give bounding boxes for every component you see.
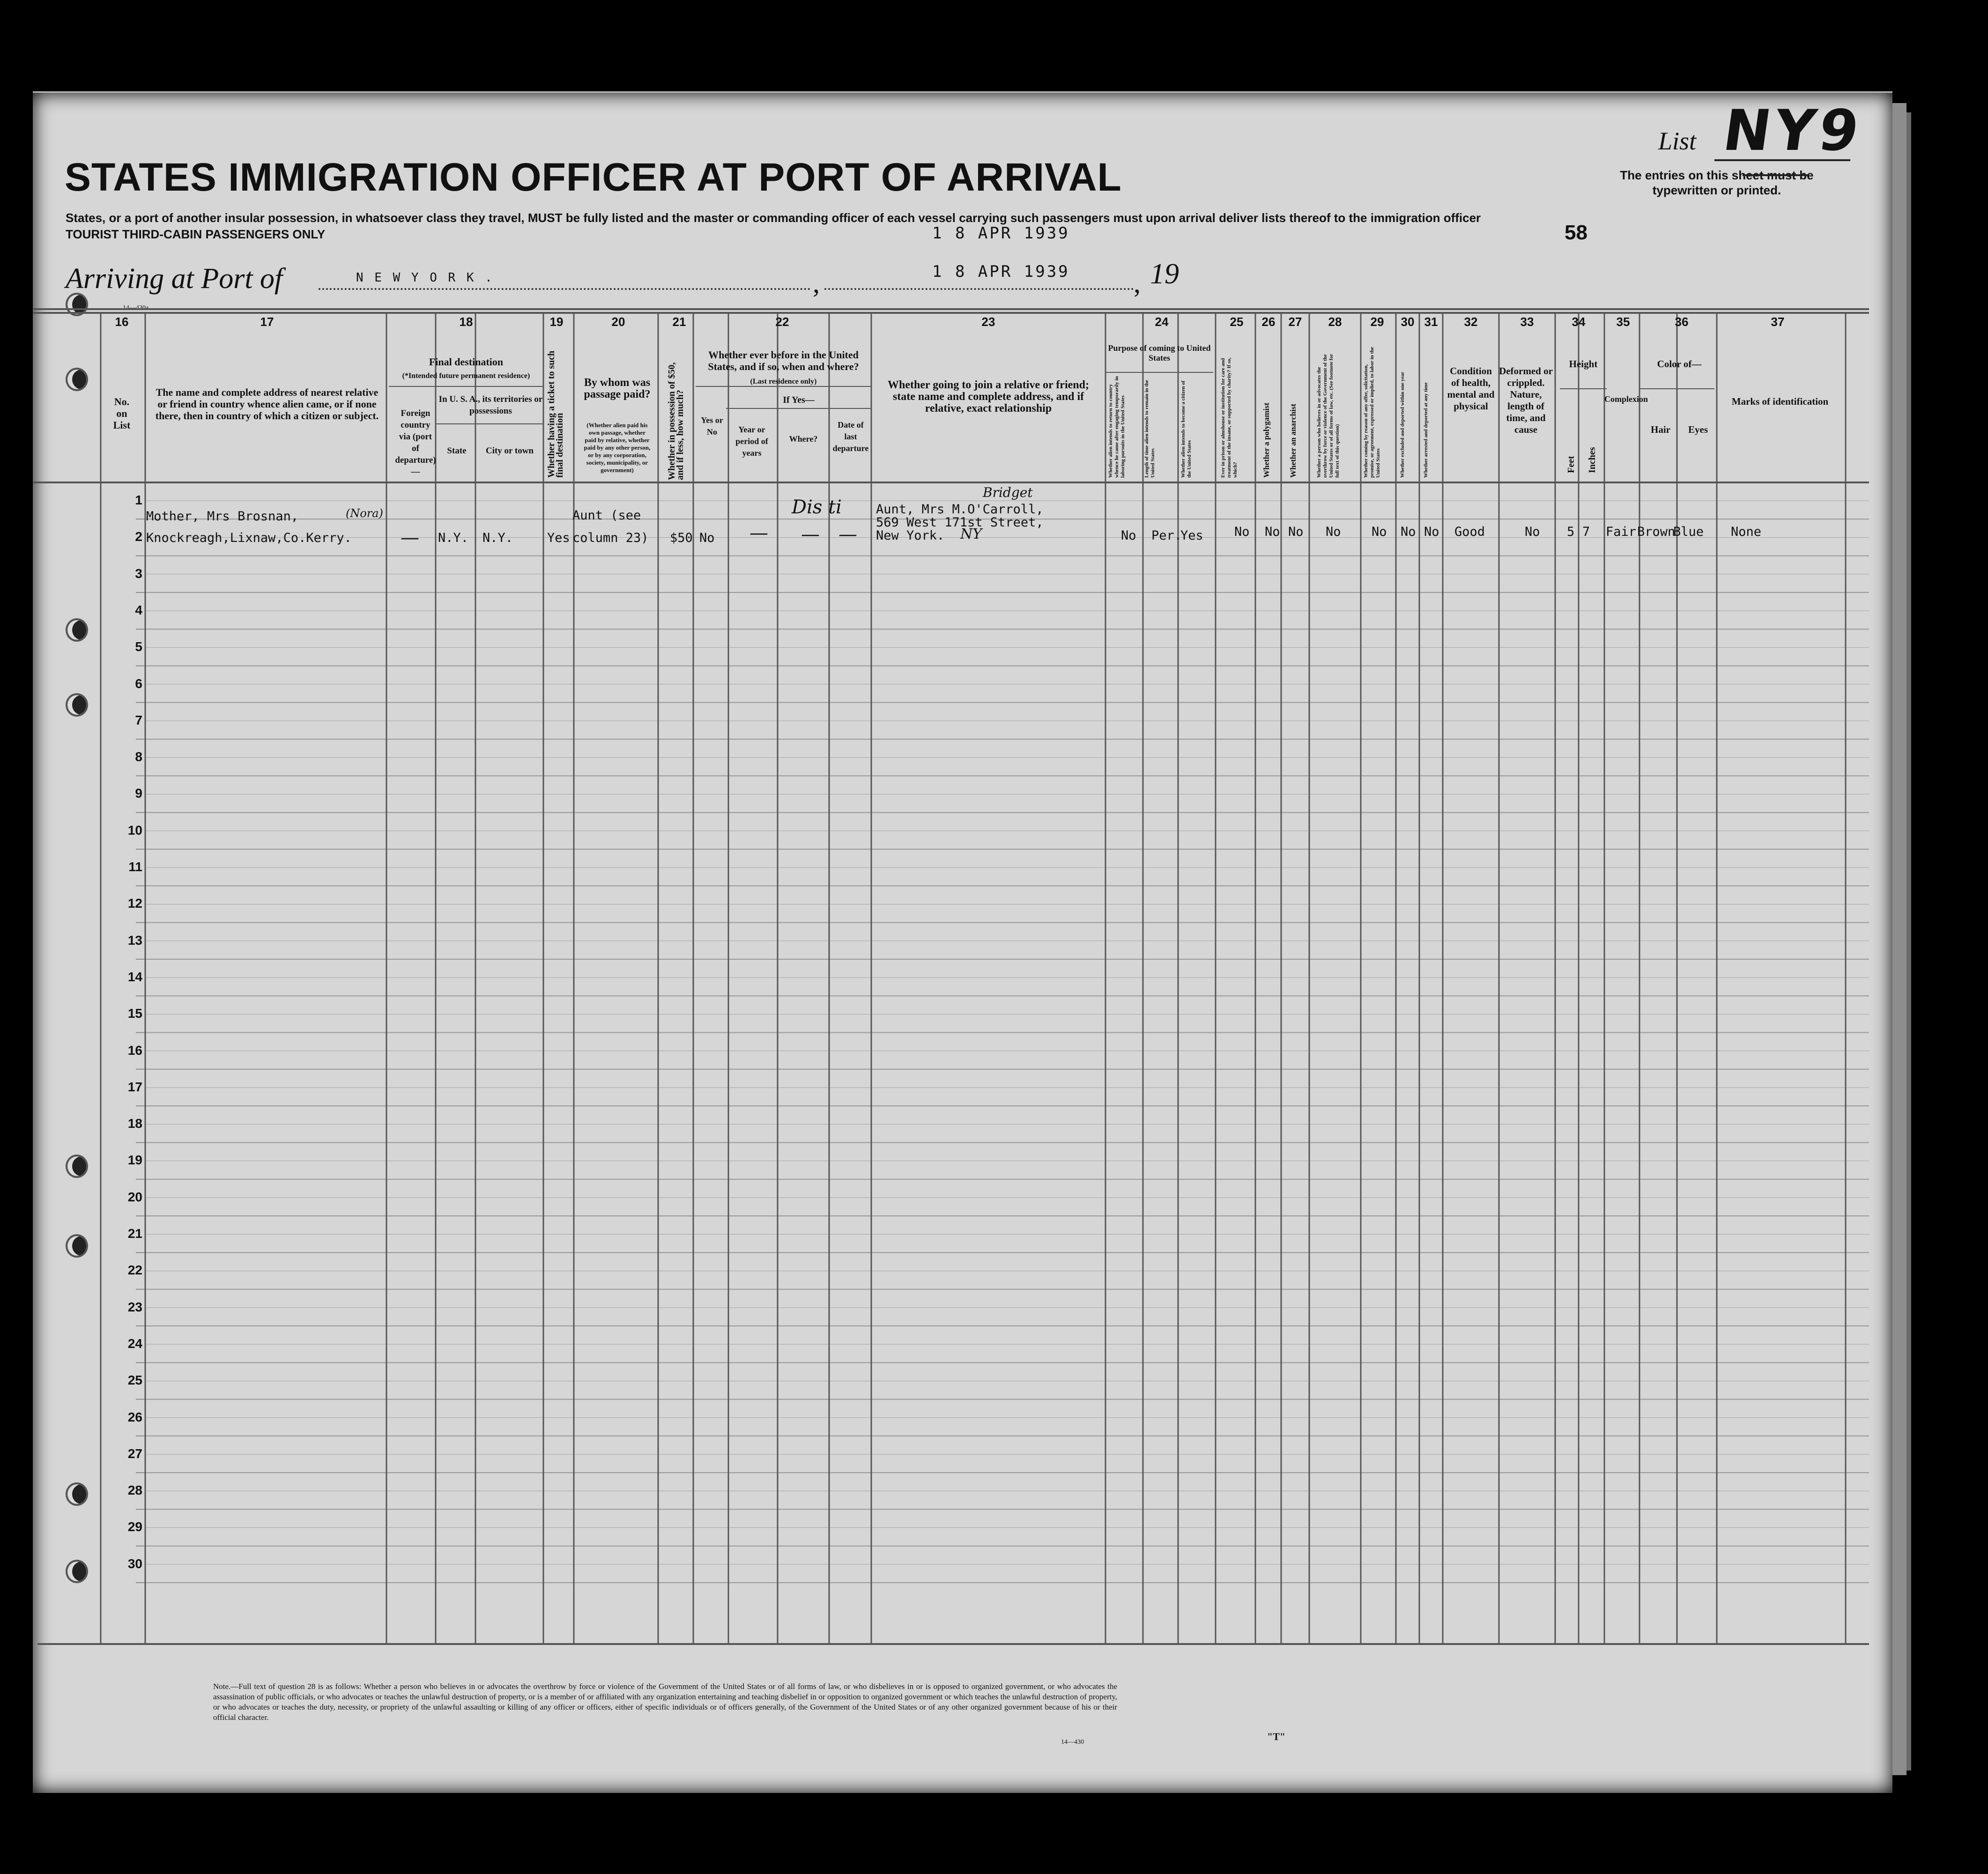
row-number: 29	[127, 1519, 142, 1534]
list-label: List	[1658, 127, 1697, 155]
height-feet: 5	[1567, 525, 1575, 539]
col36-heading: Color of—	[1657, 358, 1702, 370]
col28-heading: Whether a person who believes in or advocates the overthrow by force or violence of the Government of the United States or of all forms of law, etc. (See footnote for full text of this question)	[1316, 354, 1340, 478]
col27-heading: Whether an anarchist	[1289, 403, 1298, 478]
date-stamp: 1 8 APR 1939	[932, 224, 1070, 243]
row-number: 12	[127, 896, 142, 911]
row-number: 3	[135, 566, 142, 581]
join-line3: New York.	[876, 528, 945, 543]
col25-heading: Ever in prison or almshouse or institution for care and treatment of the insane, or supported by charity? If so, which?	[1220, 357, 1238, 478]
col22-date: Date of last departure	[832, 420, 869, 453]
col16-heading: No. on List	[113, 396, 131, 431]
form-title: STATES IMMIGRATION OFFICER AT PORT OF ARRIVAL	[65, 155, 1122, 199]
col36-hair: Hair	[1651, 424, 1670, 435]
col-number: 30	[1401, 315, 1415, 329]
col-number: 21	[672, 315, 686, 329]
col-number: 36	[1675, 315, 1689, 329]
row-number: 9	[135, 786, 142, 801]
col34-inches: Inches	[1587, 447, 1597, 473]
arriving-label: Arriving at Port of	[66, 263, 283, 295]
row-number: 4	[135, 602, 142, 617]
purpose-return: No	[1121, 528, 1136, 543]
relative-address: Knockreagh,Lixnaw,Co.Kerry.	[146, 531, 352, 545]
form-code-top: 14—430a	[123, 304, 149, 311]
col34-feet: Feet	[1566, 456, 1576, 473]
col29-heading: Whether coming by reason of any offer, solicitation, promise, or agreement, expressed or implied, to labor in the United States	[1363, 347, 1381, 478]
col26-heading: Whether a polygamist	[1262, 402, 1271, 478]
excluded: No	[1401, 525, 1416, 539]
row-number: 25	[127, 1373, 142, 1388]
row-number: 5	[135, 639, 142, 654]
hair: Brown	[1637, 525, 1676, 539]
dest-city: N.Y.	[482, 531, 513, 545]
col-number: 16	[115, 315, 129, 329]
year-suffix: 19	[1150, 258, 1179, 290]
col-number: 35	[1616, 315, 1630, 329]
row-number: 28	[127, 1483, 142, 1498]
row-number: 17	[127, 1079, 142, 1094]
before-yes-no: No	[699, 531, 715, 545]
join-handwritten-state: NY	[960, 526, 982, 542]
row-number: 1	[135, 493, 142, 507]
deformed: No	[1525, 525, 1540, 539]
row-number: 19	[127, 1153, 142, 1168]
col-number: 31	[1424, 315, 1438, 329]
row-number: 16	[127, 1043, 142, 1058]
passage-line2: column 23)	[572, 531, 649, 545]
instruction-text: States, or a port of another insular possession, in whatsoever class they travel, MUST be fully listed and the master or commanding officer of each vessel carrying such passengers must upon arrival deliver lists thereof to the immigration officer	[66, 211, 1481, 225]
polygamist: No	[1265, 525, 1280, 539]
dest-state: N.Y.	[438, 531, 469, 545]
col-number: 24	[1155, 315, 1169, 329]
row-number: 24	[127, 1336, 142, 1351]
page-number: 58	[1565, 221, 1587, 244]
col-number: 26	[1261, 315, 1276, 329]
col-number: 25	[1230, 315, 1244, 329]
col31-heading: Whether arrested and deported at any time	[1423, 382, 1429, 478]
col-number: 29	[1370, 315, 1384, 329]
row-number: 13	[127, 933, 142, 948]
footnote-text: Note.—Full text of question 28 is as follows: Whether a person who believes in or advocates the overthrow by force or violence of the Government of the United States or of all forms of law, or who disbelieves in or is opposed to organized government, or who advocates the assassination of public officials, or who advocates or teaches the unlawful destruction of property, or is a member of or affiliated with any organization entertaining and teaching disbelief in or opposition to organized government or which teaches the unlawful destruction of property, or who advocates or teaches the duty, necessity, or propriety of the unlawful assaulting or killing of any officer or officers, either of specific individuals or of officers generally, of the Government of the United States or of any other organized government because of his or their official character.	[213, 1682, 1117, 1722]
arrested: No	[1424, 525, 1439, 539]
col18-usa: In U. S. A., its territories or possessions	[438, 394, 543, 416]
col24-return: Whether alien intends to return to country whence he came after engaging temporarily in laboring pursuits in the United States	[1108, 376, 1126, 478]
col34-heading: Height	[1569, 358, 1598, 370]
before-date: —	[838, 524, 857, 545]
col-number: 34	[1572, 315, 1586, 329]
col35-heading: Complexion	[1604, 394, 1648, 404]
row-number: 21	[127, 1226, 142, 1241]
eyes: Blue	[1673, 525, 1704, 539]
col-number: 37	[1771, 315, 1785, 329]
col-number: 17	[260, 315, 274, 329]
anarchist: No	[1288, 525, 1304, 539]
row-number: 2	[135, 529, 142, 544]
col18-heading: Final destination	[429, 356, 504, 368]
col33-heading: Deformed or crippled. Nature, length of time, and cause	[1499, 365, 1553, 435]
port-name: N E W Y O R K .	[356, 271, 494, 285]
row-number: 8	[135, 749, 142, 764]
purpose-length: Per.	[1151, 528, 1182, 543]
col-number: 19	[549, 315, 564, 329]
col18-state: State	[447, 446, 467, 456]
col23-heading: Whether going to join a relative or friend; state name and complete address, and if relative, exact relationship	[888, 379, 1089, 415]
col17-heading: The name and complete address of nearest relative or friend in country whence alien came, or if none there, then in country of which a citizen or subject.	[155, 386, 379, 422]
col22-ifyes: If Yes—	[783, 395, 815, 405]
col-number: 20	[611, 315, 625, 329]
col20-heading: By whom was passage paid?	[584, 377, 651, 400]
col22-subheading: (Last residence only)	[750, 378, 817, 385]
height-inches: 7	[1582, 525, 1590, 539]
col22-where: Where?	[789, 434, 818, 444]
col21-heading: Whether in possession of $50, and if less, how much?	[667, 362, 685, 480]
entries-note: The entries on this sheet must be typewritten or printed.	[1620, 168, 1814, 197]
row-number: 30	[127, 1556, 142, 1571]
col32-heading: Condition of health, mental and physical	[1447, 365, 1495, 412]
row-number: 14	[127, 969, 142, 984]
join-line2: 569 West 171st Street,	[876, 515, 1044, 530]
row-number: 15	[127, 1006, 142, 1021]
row-number: 22	[127, 1263, 142, 1278]
money: $50	[670, 531, 693, 545]
form-code-bottom: 14—430	[1061, 1739, 1084, 1746]
foreign-via: —	[401, 527, 419, 548]
col19-heading: Whether having a ticket to such final destination	[546, 350, 565, 478]
relative-name: Mother, Mrs Brosnan,	[146, 509, 299, 524]
col-number: 32	[1464, 315, 1478, 329]
row-number: 7	[135, 712, 142, 727]
col-number: 18	[459, 315, 473, 329]
col30-heading: Whether excluded and deported within one year	[1400, 371, 1405, 478]
footer-mark: "T"	[1267, 1731, 1286, 1742]
col24-heading: Purpose of coming to United States	[1108, 343, 1211, 363]
relative-handwritten: (Nora)	[346, 507, 383, 520]
join-line1: Aunt, Mrs M.O'Carroll,	[876, 502, 1044, 517]
col20-subheading: (Whether alien paid his own passage, whether paid by relative, whether paid by any other person, or by any corporation, society, municipality, or government)	[584, 422, 651, 474]
col22-year: Year or period of years	[735, 425, 768, 458]
row-number: 20	[127, 1189, 142, 1204]
col22-heading: Whether ever before in the United States, and if so, when and where?	[708, 349, 859, 372]
col24-length: Length of time alien intends to remain in the United States	[1144, 380, 1156, 478]
col36-eyes: Eyes	[1688, 424, 1708, 435]
join-handwritten: Bridget	[983, 485, 1033, 500]
col-number: 28	[1328, 315, 1342, 329]
health: Good	[1454, 525, 1485, 539]
ticket: Yes	[547, 531, 570, 545]
col-number: 23	[981, 315, 995, 329]
row-number: 6	[135, 676, 142, 691]
row-number: 18	[127, 1116, 142, 1131]
col37-heading: Marks of identification	[1731, 396, 1829, 407]
offer: No	[1372, 525, 1387, 539]
complexion: Fair	[1606, 525, 1637, 539]
col24-citizen: Whether alien intends to become a citizen of the United States	[1180, 380, 1192, 478]
before-year: —	[749, 522, 768, 544]
arrival-date: 1 8 APR 1939	[932, 262, 1070, 281]
class-note: TOURIST THIRD-CABIN PASSENGERS ONLY	[66, 227, 326, 241]
col-number: 27	[1288, 315, 1302, 329]
prison: No	[1234, 525, 1250, 539]
list-number: NY9	[1719, 98, 1867, 163]
col18-foreign: Foreign country via (port of departure)—	[395, 408, 436, 477]
col22-yesno: Yes or No	[701, 415, 723, 437]
col-number: 33	[1520, 315, 1534, 329]
row-number: 23	[127, 1299, 142, 1314]
col18-city: City or town	[485, 446, 534, 456]
passage-line1: Aunt (see	[572, 508, 641, 523]
handwritten-note: Dis ti	[792, 496, 842, 518]
purpose-citizen: Yes	[1180, 528, 1203, 543]
col18-subheading: (*Intended future permanent residence)	[402, 372, 530, 380]
row-number: 11	[128, 859, 142, 874]
overthrow: No	[1326, 525, 1341, 539]
col-number: 22	[775, 315, 789, 329]
marks: None	[1731, 525, 1762, 539]
before-where: —	[801, 524, 820, 545]
row-number: 10	[127, 822, 142, 837]
row-number: 26	[127, 1409, 142, 1424]
row-number: 27	[127, 1446, 142, 1461]
